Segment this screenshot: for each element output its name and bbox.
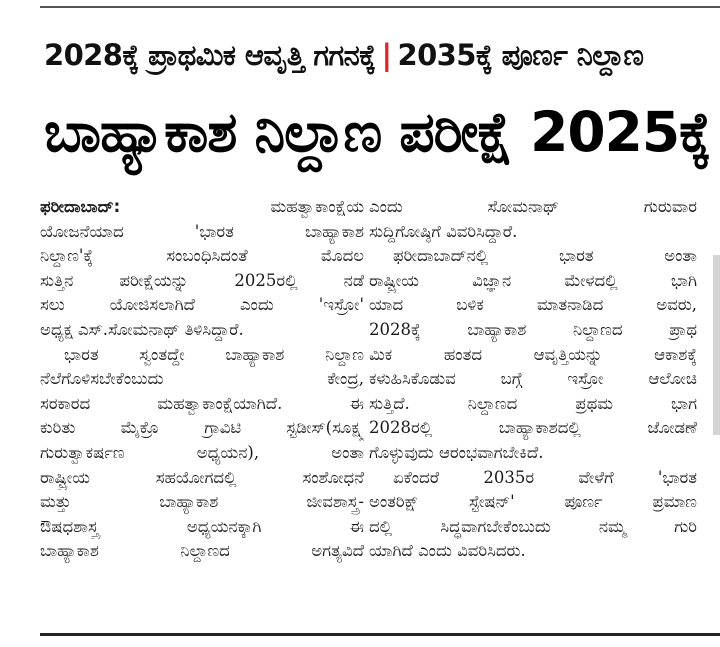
dateline: ಫರೀದಾಬಾದ್: bbox=[40, 197, 121, 216]
headline: ಬಾಹ್ಯಾಕಾಶ ನಿಲ್ದಾಣ ಪರೀಕ್ಷೆ 2025ಕ್ಕೆ bbox=[44, 100, 711, 164]
kicker-left: 2028ಕ್ಕೆ ಪ್ರಾಥಮಿಕ ಆವೃತ್ತಿ ಗಗನಕ್ಕೆ bbox=[44, 38, 376, 72]
article-line: ಎಂದು ಸೋಮನಾಥ್ ಗುರುವಾರ bbox=[369, 197, 697, 216]
article-line: 2028ರಲ್ಲಿ ಬಾಹ್ಯಾಕಾಶದಲ್ಲಿ ಜೋಡಣೆ bbox=[369, 418, 697, 438]
article-line: ಗುರುತ್ವಾಕರ್ಷಣ ಅಧ್ಯಯನ), ಅಂತಾ bbox=[40, 442, 364, 462]
article-line: ಅಧ್ಯಕ್ಷ ಎಸ್.ಸೋಮನಾಥ್ ತಿಳಿಸಿದ್ದಾರೆ. bbox=[40, 319, 244, 339]
article-line: ದಲ್ಲಿ ಸಿದ್ಧವಾಗಬೇಕೆಂಬುದು ನಮ್ಮ ಗುರಿ bbox=[369, 516, 697, 536]
article-column-1 bbox=[40, 195, 364, 564]
article-line: ಸರಕಾರದ ಮಹತ್ವಾಕಾಂಕ್ಷೆಯಾಗಿದೆ. ಈ bbox=[40, 393, 364, 413]
article-line: ಸುತ್ತಿನ ಪರೀಕ್ಷೆಯನ್ನು 2025ರಲ್ಲಿ ನಡೆ bbox=[40, 270, 364, 290]
bottom-rule bbox=[40, 633, 720, 636]
kicker-subheadline bbox=[44, 38, 704, 80]
article-line: ಏಕೆಂದರೆ 2035ರ ವೇಳೆಗೆ 'ಭಾರತ bbox=[393, 467, 697, 487]
article-line: ಸುದ್ದಿಗೋಷ್ಠಿಗೆ ವಿವರಿಸಿದ್ದಾರೆ. bbox=[369, 221, 518, 241]
article-line: ಮಿಕ ಹಂತದ ಆವೃತ್ತಿಯನ್ನು ಆಕಾಶಕ್ಕೆ bbox=[369, 344, 697, 364]
article-line: ಯೋಜನೆಯಾದ 'ಭಾರತ ಬಾಹ್ಯಾಕಾಶ bbox=[40, 221, 364, 241]
article-line: ಬಾಹ್ಯಾಕಾಶ ನಿಲ್ದಾಣದ ಅಗತ್ಯವಿದೆ bbox=[40, 541, 364, 561]
article-line: ನಿಲ್ದಾಣ'ಕ್ಕೆ ಸಂಬಂಧಿಸಿದಂತೆ ಮೊದಲ bbox=[40, 246, 364, 266]
page-edge-scrollbar bbox=[713, 255, 720, 435]
article-line: ಸಲು ಯೋಜಿಸಲಾಗಿದೆ ಎಂದು 'ಇಸ್ರೋ' bbox=[40, 295, 364, 315]
article-line: 2028ಕ್ಕೆ ಬಾಹ್ಯಾಕಾಶ ನಿಲ್ದಾಣದ ಪ್ರಾಥ bbox=[369, 319, 697, 339]
article-line: ಯಾದ ಬಳಿಕ ಮಾತನಾಡಿದ ಅವರು, bbox=[369, 295, 697, 315]
article-column-2 bbox=[369, 195, 697, 564]
article-line: ರಾಷ್ಟ್ರೀಯ ವಿಜ್ಞಾನ ಮೇಳದಲ್ಲಿ ಭಾಗಿ bbox=[369, 270, 697, 290]
article-text: ಮಹತ್ವಾಕಾಂಕ್ಷೆಯ bbox=[270, 197, 364, 216]
article-line: ಔಷಧಶಾಸ್ತ್ರ ಅಧ್ಯಯನಕ್ಕಾಗಿ ಈ bbox=[40, 516, 364, 536]
kicker-separator: | bbox=[381, 38, 392, 72]
top-rule bbox=[40, 6, 720, 8]
article-line: ರಾಷ್ಟ್ರೀಯ ಸಹಯೋಗದಲ್ಲಿ ಸಂಶೋಧನೆ bbox=[40, 467, 364, 487]
article-line: ನೆಲೆಗೊಳಿಸಬೇಕೆಂಬುದು ಕೇಂದ್ರ, bbox=[40, 369, 364, 389]
article-line: ಅಂತರಿಕ್ಷ್ ಸ್ಟೇಷನ್' ಪೂರ್ಣ ಪ್ರಮಾಣ bbox=[369, 492, 697, 512]
article-line: ಗೊಳ್ಳುವುದು ಆರಂಭವಾಗಬೇಕಿದೆ. bbox=[369, 442, 544, 462]
article-line: ಕುರಿತು ಮೈಕ್ರೊ ಗ್ರಾವಿಟಿ ಸ್ಟಡೀಸ್(ಸೂಕ್ಷ್ಮ bbox=[40, 418, 364, 438]
article-line: ಮತ್ತು ಬಾಹ್ಯಾಕಾಶ ಜೀವಶಾಸ್ತ್ರ- bbox=[40, 492, 364, 512]
article-line bbox=[40, 195, 364, 220]
article-line: ಸುತ್ತಿದೆ. ನಿಲ್ದಾಣದ ಪ್ರಥಮ ಭಾಗ bbox=[369, 393, 697, 413]
article-line: ಯಾಗಿದೆ ಎಂದು ವಿವರಿಸಿದರು. bbox=[369, 541, 526, 561]
kicker-right: 2035ಕ್ಕೆ ಪೂರ್ಣ ನಿಲ್ದಾಣ bbox=[397, 38, 644, 72]
article-line: ಕಳುಹಿಸಿಕೊಡುವ ಬಗ್ಗೆ ಇಸ್ರೋ ಆಲೋಚಿ bbox=[369, 369, 697, 389]
article-line: ಫರೀದಾಬಾದ್‌ನಲ್ಲಿ ಭಾರತ ಅಂತಾ bbox=[393, 246, 697, 266]
article-line: ಭಾರತ ಸ್ವಂತದ್ದೇ ಬಾಹ್ಯಾಕಾಶ ನಿಲ್ದಾಣ bbox=[64, 344, 364, 364]
